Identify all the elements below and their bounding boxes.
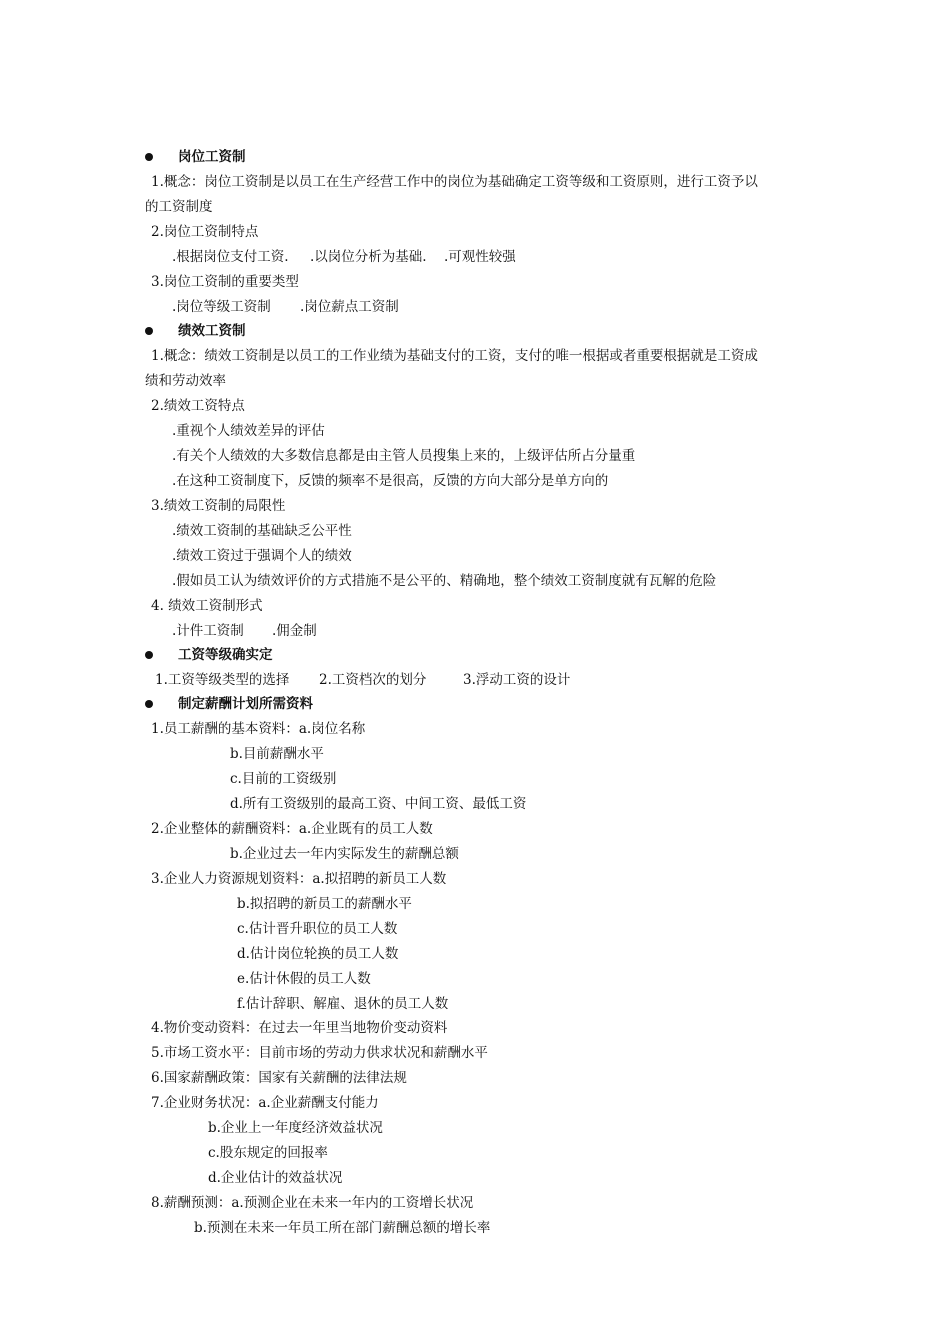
list-item: .计件工资制 xyxy=(172,623,244,639)
list-item: e.估计休假的员工人数 xyxy=(237,971,371,987)
list-item: .佣金制 xyxy=(272,623,317,639)
list-item: .根据岗位支付工资. xyxy=(172,249,289,265)
list-item: .以岗位分析为基础. xyxy=(310,249,427,265)
list-item: 8.薪酬预测：a.预测企业在未来一年内的工资增长状况 xyxy=(151,1195,474,1211)
list-item: b.预测在未来一年员工所在部门薪酬总额的增长率 xyxy=(194,1220,491,1236)
list-item: 2.企业整体的薪酬资料：a.企业既有的员工人数 xyxy=(151,821,433,837)
subheading: 2.绩效工资特点 xyxy=(151,398,245,414)
subheading: 4. 绩效工资制形式 xyxy=(151,598,263,614)
list-item: d.企业估计的效益状况 xyxy=(208,1170,343,1186)
paragraph-line: 的工资制度 xyxy=(145,199,213,215)
list-item: 7.企业财务状况：a.企业薪酬支付能力 xyxy=(151,1095,379,1111)
paragraph-line: 1.概念：绩效工资制是以员工的工作业绩为基础支付的工资，支付的唯一根据或者重要根据就是工资成 xyxy=(151,348,758,364)
list-item: .岗位等级工资制 xyxy=(172,299,271,315)
list-item: 3.企业人力资源规划资料：a.拟招聘的新员工人数 xyxy=(151,871,447,887)
list-item: .岗位薪点工资制 xyxy=(300,299,399,315)
section-title-performance-wage: 绩效工资制 xyxy=(178,323,246,339)
list-item: b.拟招聘的新员工的薪酬水平 xyxy=(237,896,412,912)
list-item: c.股东规定的回报率 xyxy=(208,1145,328,1161)
list-item: c.目前的工资级别 xyxy=(230,771,337,787)
list-item: 1.员工薪酬的基本资料：a.岗位名称 xyxy=(151,721,366,737)
list-item: .绩效工资过于强调个人的绩效 xyxy=(172,548,352,564)
list-item: .可观性较强 xyxy=(444,249,516,265)
bullet-icon xyxy=(145,153,153,161)
list-item: .在这种工资制度下，反馈的频率不是很高，反馈的方向大部分是单方向的 xyxy=(172,473,609,489)
list-item: 1.工资等级类型的选择 xyxy=(155,672,290,688)
list-item: 2.工资档次的划分 xyxy=(319,672,427,688)
list-item: f.估计辞职、解雇、退休的员工人数 xyxy=(237,996,449,1012)
section-title-pay-plan-data: 制定薪酬计划所需资料 xyxy=(178,696,313,712)
list-item: d.所有工资级别的最高工资、中间工资、最低工资 xyxy=(230,796,527,812)
list-item: b.目前薪酬水平 xyxy=(230,746,324,762)
list-item: d.估计岗位轮换的员工人数 xyxy=(237,946,399,962)
list-item: .有关个人绩效的大多数信息都是由主管人员搜集上来的，上级评估所占分量重 xyxy=(172,448,636,464)
list-item: 3.浮动工资的设计 xyxy=(463,672,571,688)
list-item: 6.国家薪酬政策：国家有关薪酬的法律法规 xyxy=(151,1070,407,1086)
list-item: .重视个人绩效差异的评估 xyxy=(172,423,325,439)
paragraph-line: 1.概念：岗位工资制是以员工在生产经营工作中的岗位为基础确定工资等级和工资原则，进行工资予以 xyxy=(151,174,758,190)
list-item: c.估计晋升职位的员工人数 xyxy=(237,921,398,937)
list-item: b.企业上一年度经济效益状况 xyxy=(208,1120,383,1136)
list-item: .绩效工资制的基础缺乏公平性 xyxy=(172,523,352,539)
section-title-wage-grade: 工资等级确实定 xyxy=(178,647,273,663)
section-title-post-wage: 岗位工资制 xyxy=(178,149,246,165)
subheading: 3.绩效工资制的局限性 xyxy=(151,498,286,514)
paragraph-line: 绩和劳动效率 xyxy=(145,373,226,389)
list-item: .假如员工认为绩效评价的方式措施不是公平的、精确地，整个绩效工资制度就有瓦解的危险 xyxy=(172,573,717,589)
bullet-icon xyxy=(145,700,153,708)
list-item: b.企业过去一年内实际发生的薪酬总额 xyxy=(230,846,459,862)
subheading: 3.岗位工资制的重要类型 xyxy=(151,274,299,290)
list-item: 5.市场工资水平：目前市场的劳动力供求状况和薪酬水平 xyxy=(151,1045,488,1061)
bullet-icon xyxy=(145,327,153,335)
list-item: 4.物价变动资料：在过去一年里当地物价变动资料 xyxy=(151,1020,448,1036)
subheading: 2.岗位工资制特点 xyxy=(151,224,259,240)
bullet-icon xyxy=(145,651,153,659)
